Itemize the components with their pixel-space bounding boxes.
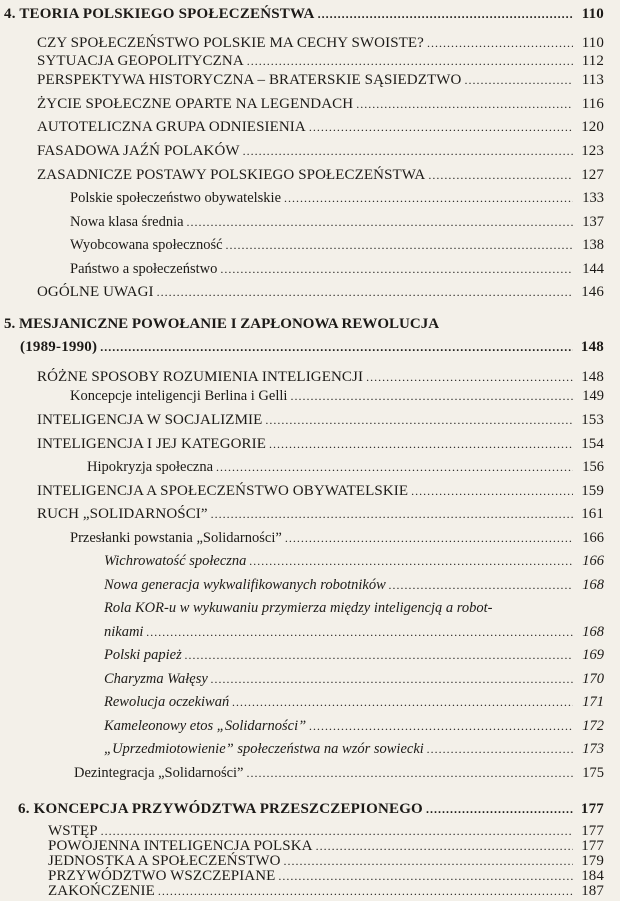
toc-subentry bbox=[70, 260, 604, 279]
toc-entry bbox=[37, 283, 604, 302]
dot-leader bbox=[247, 764, 574, 783]
entry-title: Rewolucja oczekiwań bbox=[104, 694, 230, 710]
dot-leader bbox=[185, 646, 573, 665]
page-number: 144 bbox=[582, 261, 604, 277]
entry-title: Polskie społeczeństwo obywatelskie bbox=[70, 190, 282, 206]
entry-title: POWOJENNA INTELIGENCJA POLSKA bbox=[48, 838, 313, 854]
page-number: 148 bbox=[580, 339, 604, 355]
toc-subsubentry bbox=[104, 552, 604, 571]
chapter-title-cont: (1989-1990) bbox=[20, 339, 98, 355]
toc-subentry bbox=[70, 236, 604, 255]
dot-leader bbox=[284, 853, 573, 869]
entry-title: Kameleonowy etos „Solidarności” bbox=[104, 718, 307, 734]
entry-title-cont: nikami bbox=[104, 624, 144, 640]
toc-subentry bbox=[74, 764, 604, 783]
page-number: 184 bbox=[581, 868, 604, 884]
entry-title: JEDNOSTKA A SPOŁECZEŃSTWO bbox=[48, 853, 281, 869]
page-number: 179 bbox=[581, 853, 604, 869]
dot-leader bbox=[157, 283, 573, 302]
page-number: 187 bbox=[581, 883, 604, 899]
entry-title: CZY SPOŁECZEŃSTWO POLSKIE MA CECHY SWOISTE? bbox=[37, 35, 424, 51]
entry-title: Nowa generacja wykwalifikowanych robotników bbox=[104, 577, 386, 593]
dot-leader bbox=[232, 693, 573, 712]
entry-title: ZASADNICZE POSTAWY POLSKIEGO SPOŁECZEŃSTWA bbox=[37, 167, 426, 183]
dot-leader bbox=[211, 670, 573, 689]
toc-subentry bbox=[87, 458, 604, 477]
toc-subsubentry bbox=[104, 576, 604, 595]
page-number: 166 bbox=[582, 530, 604, 546]
page-number: 110 bbox=[581, 35, 604, 51]
page-number: 146 bbox=[581, 284, 604, 300]
toc-subsubentry-line1: Rola KOR-u w wykuwaniu przymierza między inteligencją a robot- bbox=[104, 600, 493, 616]
toc-entry-last bbox=[48, 883, 604, 899]
dot-leader bbox=[290, 387, 573, 406]
dot-leader bbox=[428, 166, 573, 185]
dot-leader bbox=[309, 118, 573, 137]
toc-entry bbox=[37, 368, 604, 387]
page-number: 177 bbox=[581, 823, 604, 839]
toc-entry bbox=[37, 166, 604, 185]
dot-leader bbox=[464, 71, 573, 90]
entry-title: „Uprzedmiotowienie” społeczeństwa na wzór sowiecki bbox=[104, 741, 424, 757]
dot-leader bbox=[284, 189, 573, 208]
page-number: 172 bbox=[582, 718, 604, 734]
entry-title: INTELIGENCJA I JEJ KATEGORIE bbox=[37, 436, 267, 452]
toc-subentry bbox=[70, 387, 604, 406]
dot-leader bbox=[316, 838, 573, 854]
dot-leader bbox=[366, 368, 573, 387]
dot-leader bbox=[269, 435, 573, 454]
toc-entry bbox=[48, 838, 604, 854]
entry-title: FASADOWA JAŹŃ POLAKÓW bbox=[37, 143, 240, 159]
entry-title: ŻYCIE SPOŁECZNE OPARTE NA LEGENDACH bbox=[37, 96, 354, 112]
toc-entry bbox=[37, 52, 604, 71]
entry-title: AUTOTELICZNA GRUPA ODNIESIENIA bbox=[37, 119, 306, 135]
dot-leader bbox=[146, 623, 573, 642]
entry-title: INTELIGENCJA A SPOŁECZEŃSTWO OBYWATELSKIE bbox=[37, 483, 409, 499]
page-number: 166 bbox=[582, 553, 604, 569]
toc-entry bbox=[37, 71, 604, 90]
dot-leader bbox=[247, 52, 573, 71]
toc-entry bbox=[37, 142, 604, 161]
toc-subsubentry bbox=[104, 717, 604, 736]
page-number: 168 bbox=[582, 577, 604, 593]
toc-entry bbox=[37, 505, 604, 524]
page-number: 169 bbox=[582, 647, 604, 663]
page-number: 123 bbox=[581, 143, 604, 159]
entry-title: INTELIGENCJA W SOCJALIZMIE bbox=[37, 412, 263, 428]
toc-entry bbox=[37, 435, 604, 454]
page-number: 137 bbox=[582, 214, 604, 230]
dot-leader bbox=[427, 34, 573, 53]
entry-title: Wyobcowana społeczność bbox=[70, 237, 223, 253]
page-number: 173 bbox=[582, 741, 604, 757]
dot-leader bbox=[356, 95, 573, 114]
entry-title: Charyzma Wałęsy bbox=[104, 671, 208, 687]
page-number: 177 bbox=[580, 801, 604, 817]
dot-leader bbox=[158, 883, 573, 899]
entry-title: SYTUACJA GEOPOLITYCZNA bbox=[37, 53, 244, 69]
page-number: 175 bbox=[582, 765, 604, 781]
page-number: 177 bbox=[581, 838, 604, 854]
entry-title: Państwo a społeczeństwo bbox=[70, 261, 218, 277]
dot-leader bbox=[243, 142, 573, 161]
toc-subsubentry bbox=[104, 670, 604, 689]
entry-title: Koncepcje inteligencji Berlina i Gelli bbox=[70, 388, 288, 404]
page-number: 161 bbox=[581, 506, 604, 522]
page-number: 133 bbox=[582, 190, 604, 206]
entry-title: Wichrowatość społeczna bbox=[104, 553, 247, 569]
toc-subentry bbox=[70, 213, 604, 232]
toc-subsubentry bbox=[104, 693, 604, 712]
chapter-5-heading-line1: 5. MESJANICZNE POWOŁANIE I ZAPŁONOWA REWOLUCJA bbox=[4, 316, 440, 332]
page-number: 153 bbox=[581, 412, 604, 428]
entry-title: Polski papież bbox=[104, 647, 182, 663]
page-number: 110 bbox=[581, 6, 604, 22]
entry-title: ZAKOŃCZENIE bbox=[48, 883, 155, 899]
chapter-title: 4. TEORIA POLSKIEGO SPOŁECZEŃSTWA bbox=[4, 6, 315, 22]
page-number: 171 bbox=[582, 694, 604, 710]
page-number: 138 bbox=[582, 237, 604, 253]
toc-entry bbox=[48, 868, 604, 884]
dot-leader bbox=[226, 236, 573, 255]
entry-title: RÓŻNE SPOSOBY ROZUMIENIA INTELIGENCJI bbox=[37, 369, 364, 385]
entry-title: OGÓLNE UWAGI bbox=[37, 284, 154, 300]
page-number: 120 bbox=[581, 119, 604, 135]
entry-title: Dezintegracja „Solidarności” bbox=[74, 765, 244, 781]
page-number: 112 bbox=[581, 53, 604, 69]
toc-entry bbox=[48, 853, 604, 869]
page-number: 159 bbox=[581, 483, 604, 499]
page-number: 148 bbox=[581, 369, 604, 385]
entry-title: WSTĘP bbox=[48, 823, 98, 839]
toc-subentry bbox=[70, 529, 604, 548]
dot-leader bbox=[249, 552, 573, 571]
page-number: 113 bbox=[581, 72, 604, 88]
chapter-title: 6. KONCEPCJA PRZYWÓDZTWA PRZESZCZEPIONEGO bbox=[18, 801, 423, 817]
entry-title: PRZYWÓDZTWO WSZCZEPIANE bbox=[48, 868, 276, 884]
dot-leader bbox=[100, 338, 573, 357]
page-number: 154 bbox=[581, 436, 604, 452]
dot-leader bbox=[318, 5, 573, 24]
page-number: 149 bbox=[582, 388, 604, 404]
toc-subentry bbox=[70, 189, 604, 208]
dot-leader bbox=[411, 482, 573, 501]
dot-leader bbox=[427, 740, 573, 759]
entry-title: Przesłanki powstania „Solidarności” bbox=[70, 530, 282, 546]
chapter-5-heading bbox=[20, 338, 604, 357]
dot-leader bbox=[285, 529, 573, 548]
page-number: 127 bbox=[581, 167, 604, 183]
dot-leader bbox=[211, 505, 573, 524]
dot-leader bbox=[389, 576, 573, 595]
entry-title: RUCH „SOLIDARNOŚCI” bbox=[37, 506, 208, 522]
toc-subsubentry bbox=[104, 740, 604, 759]
page-number: 156 bbox=[582, 459, 604, 475]
chapter-6-heading bbox=[18, 800, 604, 819]
dot-leader bbox=[216, 458, 573, 477]
entry-title: PERSPEKTYWA HISTORYCZNA – BRATERSKIE SĄSIEDZTWO bbox=[37, 72, 462, 88]
toc-subsubentry bbox=[104, 623, 604, 642]
dot-leader bbox=[265, 411, 573, 430]
entry-title: Nowa klasa średnia bbox=[70, 214, 184, 230]
dot-leader bbox=[220, 260, 573, 279]
toc-entry bbox=[48, 823, 604, 839]
toc-entry bbox=[37, 482, 604, 501]
dot-leader bbox=[278, 868, 573, 884]
dot-leader bbox=[101, 823, 573, 839]
dot-leader bbox=[426, 800, 573, 819]
toc-entry bbox=[37, 34, 604, 53]
page-number: 170 bbox=[582, 671, 604, 687]
toc-entry bbox=[37, 411, 604, 430]
dot-leader bbox=[187, 213, 573, 232]
page-number: 116 bbox=[581, 96, 604, 112]
entry-title: Hipokryzja społeczna bbox=[87, 459, 214, 475]
page-number: 168 bbox=[582, 624, 604, 640]
toc-entry bbox=[37, 95, 604, 114]
toc-entry bbox=[37, 118, 604, 137]
toc-subsubentry bbox=[104, 646, 604, 665]
chapter-4-heading bbox=[4, 5, 604, 24]
dot-leader bbox=[309, 717, 573, 736]
